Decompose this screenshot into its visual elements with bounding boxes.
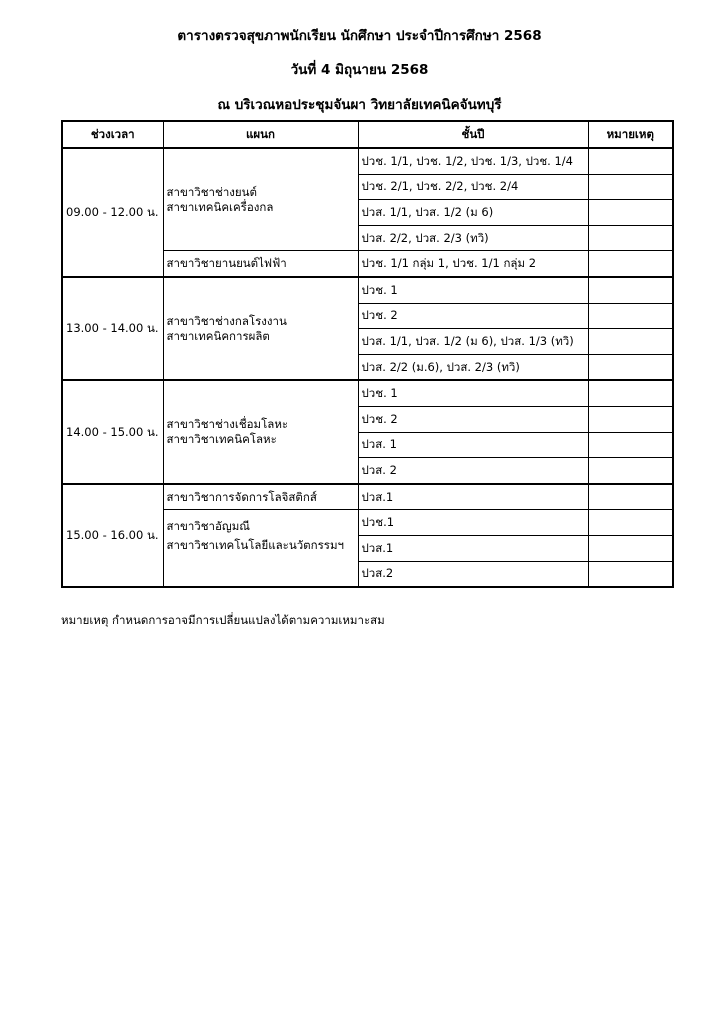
table-row xyxy=(62,277,673,303)
remark-cell xyxy=(588,458,673,484)
level-cell: ปวช. 2 xyxy=(358,303,588,329)
column-header-department: แผนก xyxy=(163,121,358,148)
department-cell: สาขาวิชาการจัดการโลจิสติกส์ xyxy=(163,484,358,510)
department-name: สาขาเทคนิคเครื่องกล xyxy=(166,199,274,214)
document-title: ตารางตรวจสุขภาพนักเรียน นักศึกษา ประจำปีการศึกษา 2568 xyxy=(177,28,542,44)
remark-cell xyxy=(588,380,673,406)
level-cell: ปวส. 2/2 (ม.6), ปวส. 2/3 (ทวิ) xyxy=(358,354,588,380)
department-cell xyxy=(163,510,358,587)
remark-cell xyxy=(588,200,673,226)
remark-cell xyxy=(588,148,673,174)
remark-cell xyxy=(588,277,673,303)
document-venue: ณ บริเวณหอประชุมจันผา วิทยาลัยเทคนิคจันทบุรี xyxy=(217,97,502,113)
remark-cell xyxy=(588,510,673,536)
department-cell: สาขาวิชายานยนต์ไฟฟ้า xyxy=(163,251,358,277)
table-row xyxy=(62,484,673,510)
table-row xyxy=(62,380,673,406)
level-cell: ปวส. 2/2, ปวส. 2/3 (ทวิ) xyxy=(358,225,588,251)
department-cell xyxy=(163,148,358,251)
schedule-table xyxy=(61,120,674,588)
remark-cell xyxy=(588,535,673,561)
table-row xyxy=(62,148,673,174)
department-cell xyxy=(163,277,358,380)
remark-cell xyxy=(588,406,673,432)
level-cell: ปวช. 1/1, ปวช. 1/2, ปวช. 1/3, ปวช. 1/4 xyxy=(358,148,588,174)
remark-cell xyxy=(588,484,673,510)
level-cell: ปวช. 2 xyxy=(358,406,588,432)
department-name: สาขาวิชาช่างเชื่อมโลหะ xyxy=(166,417,289,432)
department-name: สาขาวิชาเทคนิคโลหะ xyxy=(166,432,277,447)
document-date: วันที่ 4 มิถุนายน 2568 xyxy=(290,62,429,78)
level-cell: ปวส. 1 xyxy=(358,432,588,458)
remark-cell xyxy=(588,225,673,251)
time-slot-cell: 09.00 - 12.00 น. xyxy=(62,148,163,277)
level-cell: ปวส.1 xyxy=(358,535,588,561)
level-cell: ปวส.2 xyxy=(358,561,588,587)
department-name: สาขาวิชาช่างกลโรงงาน xyxy=(166,313,287,328)
department-cell xyxy=(163,380,358,483)
department-name: สาขาเทคนิคการผลิต xyxy=(166,328,270,343)
level-cell: ปวส.1 xyxy=(358,484,588,510)
remark-cell xyxy=(588,303,673,329)
footnote: หมายเหตุ กำหนดการอาจมีการเปลี่ยนแปลงได้ตามความเหมาะสม xyxy=(61,613,385,627)
column-header-remark: หมายเหตุ xyxy=(588,121,673,148)
table-header-row xyxy=(62,121,673,148)
time-slot-cell: 15.00 - 16.00 น. xyxy=(62,484,163,587)
department-name: สาขาวิชาอัญมณี xyxy=(166,519,250,534)
remark-cell xyxy=(588,354,673,380)
level-cell: ปวช. 1/1 กลุ่ม 1, ปวช. 1/1 กลุ่ม 2 xyxy=(358,251,588,277)
remark-cell xyxy=(588,251,673,277)
remark-cell xyxy=(588,329,673,355)
time-slot-cell: 13.00 - 14.00 น. xyxy=(62,277,163,380)
column-header-time: ช่วงเวลา xyxy=(62,121,163,148)
level-cell: ปวส. 2 xyxy=(358,458,588,484)
level-cell: ปวช.1 xyxy=(358,510,588,536)
remark-cell xyxy=(588,174,673,200)
level-cell: ปวช. 2/1, ปวช. 2/2, ปวช. 2/4 xyxy=(358,174,588,200)
level-cell: ปวช. 1 xyxy=(358,277,588,303)
department-name: สาขาวิชาช่างยนต์ xyxy=(166,184,257,199)
department-name: สาขาวิชาเทคโนโลยีและนวัตกรรมฯ xyxy=(166,538,344,553)
remark-cell xyxy=(588,561,673,587)
level-cell: ปวส. 1/1, ปวส. 1/2 (ม 6) xyxy=(358,200,588,226)
column-header-level: ชั้นปี xyxy=(358,121,588,148)
level-cell: ปวช. 1 xyxy=(358,380,588,406)
time-slot-cell: 14.00 - 15.00 น. xyxy=(62,380,163,483)
level-cell: ปวส. 1/1, ปวส. 1/2 (ม 6), ปวส. 1/3 (ทวิ) xyxy=(358,329,588,355)
remark-cell xyxy=(588,432,673,458)
